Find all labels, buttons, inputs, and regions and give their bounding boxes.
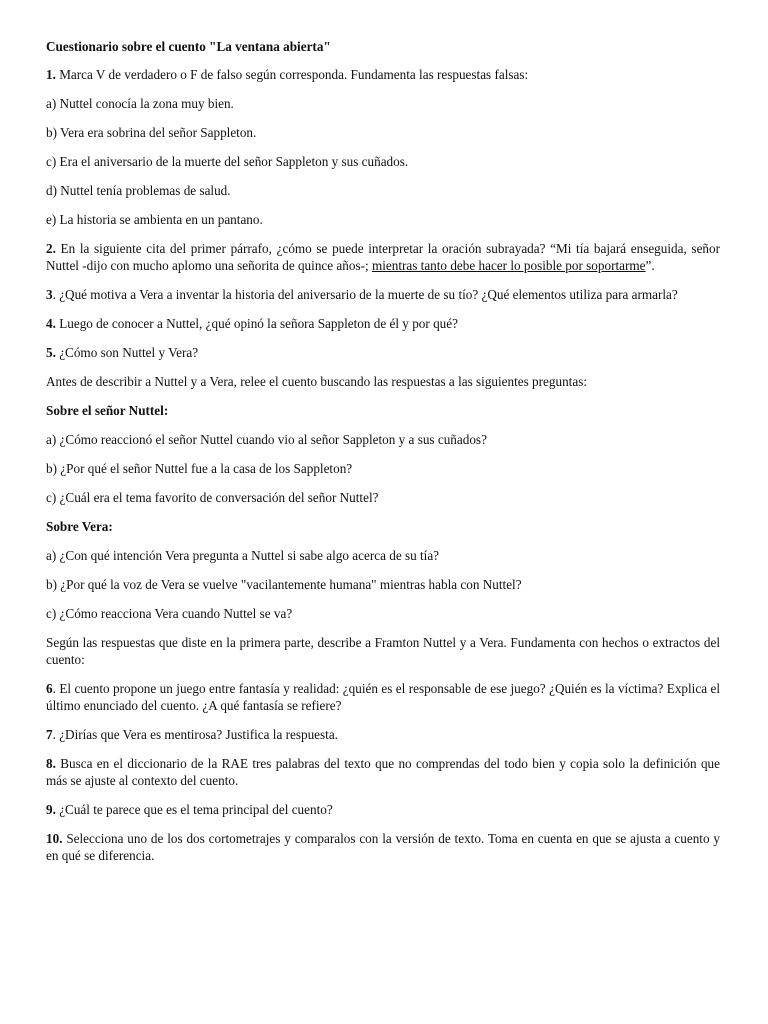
question-text: Busca en el diccionario de la RAE tres palabras del texto que no comprendas del todo bien y copia solo la definición que más se ajuste al contexto del cuento. xyxy=(46,756,720,788)
document-title: Cuestionario sobre el cuento "La ventana abierta" xyxy=(46,39,331,54)
question-4 xyxy=(46,315,720,332)
question-number: 3 xyxy=(46,287,53,302)
question-text: Luego de conocer a Nuttel, ¿qué opinó la señora Sappleton de él y por qué? xyxy=(55,316,458,331)
question-number: 1. xyxy=(46,67,56,82)
question-text: ¿Cómo son Nuttel y Vera? xyxy=(55,345,199,360)
question-number: 4. xyxy=(46,316,56,331)
question-text: Marca V de verdadero o F de falso según corresponda. Fundamenta las respuestas falsas: xyxy=(55,67,529,82)
q1-item-b: b) Vera era sobrina del señor Sappleton. xyxy=(46,125,257,140)
question-text: . ¿Dirías que Vera es mentirosa? Justifica la respuesta. xyxy=(52,727,338,742)
vera-item-b: b) ¿Por qué la voz de Vera se vuelve "vacilantemente humana" mientras habla con Nuttel? xyxy=(46,577,522,592)
question-3 xyxy=(46,286,720,303)
question-8 xyxy=(46,755,720,789)
question-text: En la siguiente cita del primer párrafo, ¿cómo se puede interpretar la oración subrayada? “Mi tía bajará enseguida, señor Nuttel -dijo con mucho aplomo una señorita de quince años-; xyxy=(46,241,720,273)
q1-item-c: c) Era el aniversario de la muerte del señor Sappleton y sus cuñados. xyxy=(46,154,409,169)
question-5 xyxy=(46,344,720,361)
question-text: ¿Cuál te parece que es el tema principal del cuento? xyxy=(55,802,333,817)
question-text: . ¿Qué motiva a Vera a inventar la historia del aniversario de la muerte de su tío? ¿Qué elementos utiliza para armarla? xyxy=(52,287,678,302)
nuttel-item-c: c) ¿Cuál era el tema favorito de conversación del señor Nuttel? xyxy=(46,490,379,505)
question-number: 9. xyxy=(46,802,56,817)
q1-item-d: d) Nuttel tenía problemas de salud. xyxy=(46,183,231,198)
question-7 xyxy=(46,726,720,743)
quote-end: ”. xyxy=(645,258,655,273)
question-1 xyxy=(46,66,720,83)
q1-item-e: e) La historia se ambienta en un pantano. xyxy=(46,212,263,227)
question-text: . El cuento propone un juego entre fantasía y realidad: ¿quién es el responsable de ese juego? ¿Quién es la víctima? Explica el último enunciado del cuento. ¿A qué fantasía se refiere? xyxy=(46,681,720,713)
question-number: 8. xyxy=(46,756,56,771)
question-10 xyxy=(46,830,720,864)
question-text: Selecciona uno de los dos cortometrajes y comparalos con la versión de texto. Toma en cuenta en que se ajusta a cuento y en qué se diferencia. xyxy=(46,831,720,863)
question-number: 2. xyxy=(46,241,56,256)
question-6 xyxy=(46,680,720,714)
section-heading-nuttel: Sobre el señor Nuttel: xyxy=(46,403,169,418)
vera-item-c: c) ¿Cómo reacciona Vera cuando Nuttel se va? xyxy=(46,606,293,621)
question-2 xyxy=(46,240,720,274)
underlined-quote: mientras tanto debe hacer lo posible por soportarme xyxy=(371,258,646,273)
nuttel-item-a: a) ¿Cómo reaccionó el señor Nuttel cuando vio al señor Sappleton y a sus cuñados? xyxy=(46,432,487,447)
summary-paragraph: Según las respuestas que diste en la primera parte, describe a Framton Nuttel y a Vera. Fundamenta con hechos o extractos del cuento: xyxy=(46,635,720,667)
question-number: 6 xyxy=(46,681,53,696)
question-number: 5. xyxy=(46,345,56,360)
section-heading-vera: Sobre Vera: xyxy=(46,519,113,534)
question-number: 7 xyxy=(46,727,53,742)
question-number: 10. xyxy=(46,831,63,846)
nuttel-item-b: b) ¿Por qué el señor Nuttel fue a la casa de los Sappleton? xyxy=(46,461,353,476)
vera-item-a: a) ¿Con qué intención Vera pregunta a Nuttel si sabe algo acerca de su tía? xyxy=(46,548,440,563)
intro-paragraph: Antes de describir a Nuttel y a Vera, relee el cuento buscando las respuestas a las siguientes preguntas: xyxy=(46,374,587,389)
q1-item-a: a) Nuttel conocía la zona muy bien. xyxy=(46,96,234,111)
question-9 xyxy=(46,801,720,818)
